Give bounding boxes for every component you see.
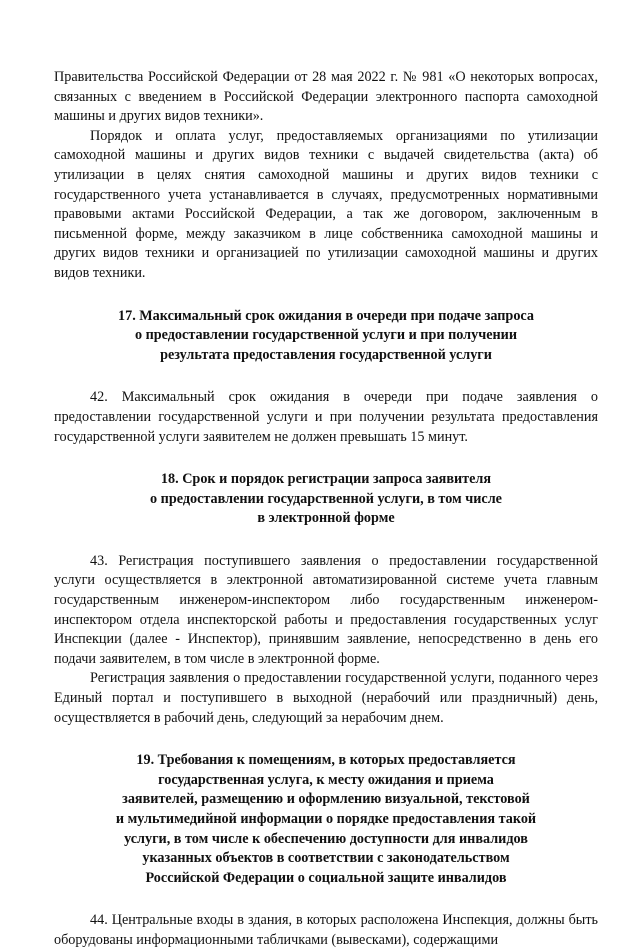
paragraph-continuation: Правительства Российской Федерации от 28 мая 2022 г. № 981 «О некоторых вопросах, связанных с введением в Российской Федерации электронного паспорта самоходной машины и других видов техники». — [54, 69, 598, 125]
heading-19-line-3: заявителей, размещению и оформлению визуальной, текстовой — [122, 791, 530, 808]
heading-18-line-1: 18. Срок и порядок регистрации запроса заявителя — [160, 471, 492, 488]
section-heading-18 — [54, 470, 598, 529]
paragraph-payment-order: Порядок и оплата услуг, предоставляемых организациями по утилизации самоходной машины и других видов техники с выдачей свидетельства (акта) об утилизации в целях снятия самоходной машины и других видов техники с государственного учета устанавливается в случаях, предусмотренных нормативными правовыми актами Российской Федерации, а так же договором, заключенным в письменной форме, между заказчиком в лице собственника самоходной машины и других видов техники и организацией по утилизации самоходной машины и других видов техники. — [54, 127, 598, 281]
heading-19-line-7: Российской Федерации о социальной защите инвалидов — [145, 869, 507, 886]
heading-17-line-1: 17. Максимальный срок ожидания в очереди при подаче запроса — [118, 307, 534, 324]
heading-18-line-2: о предоставлении государственной услуги, в том числе — [150, 490, 502, 507]
heading-18-line-3: в электронной форме — [257, 510, 395, 527]
paragraph-44: 44. Центральные входы в здания, в которых расположена Инспекция, должны быть оборудованы информационными табличками (вывесками), содержащими — [54, 912, 598, 948]
section-heading-17 — [54, 307, 598, 366]
paragraph-43: 43. Регистрация поступившего заявления о предоставлении государственной услуги осуществляется в электронной автоматизированной системе учета главным государственным инженером-инспектором либо государственным инженером-инспектором отдела инспекторской работы и предоставления государственных услуг Инспекции (далее - Инспектор), принявшим заявление, непосредственно в день его подачи заявителем, в том числе в электронной форме. — [54, 552, 598, 667]
heading-17-line-2: о предоставлении государственной услуги и при получении — [134, 327, 518, 344]
paragraph-42: 42. Максимальный срок ожидания в очереди при подаче заявления о предоставлении государственной услуги и при получении результата предоставления государственной услуги заявителем не должен превышать 15 минут. — [54, 389, 598, 445]
document-page — [54, 68, 598, 951]
heading-19-line-5: услуги, в том числе к обеспечению доступности для инвалидов — [124, 830, 528, 847]
heading-19-line-1: 19. Требования к помещениям, в которых предоставляется — [136, 752, 516, 769]
paragraph-43-registration: Регистрация заявления о предоставлении государственной услуги, поданного через Единый портал и поступившего в выходной (нерабочий или праздничный) день, осуществляется в рабочий день, следующий за нерабочим днем. — [54, 670, 598, 726]
heading-17-line-3: результата предоставления государственной услуги — [160, 346, 492, 363]
heading-19-line-2: государственная услуга, к месту ожидания и приема — [158, 771, 494, 788]
heading-19-line-6: указанных объектов в соответствии с законодательством — [142, 850, 510, 867]
heading-19-line-4: и мультимедийной информации о порядке предоставления такой — [115, 811, 537, 827]
section-heading-19 — [54, 751, 598, 888]
